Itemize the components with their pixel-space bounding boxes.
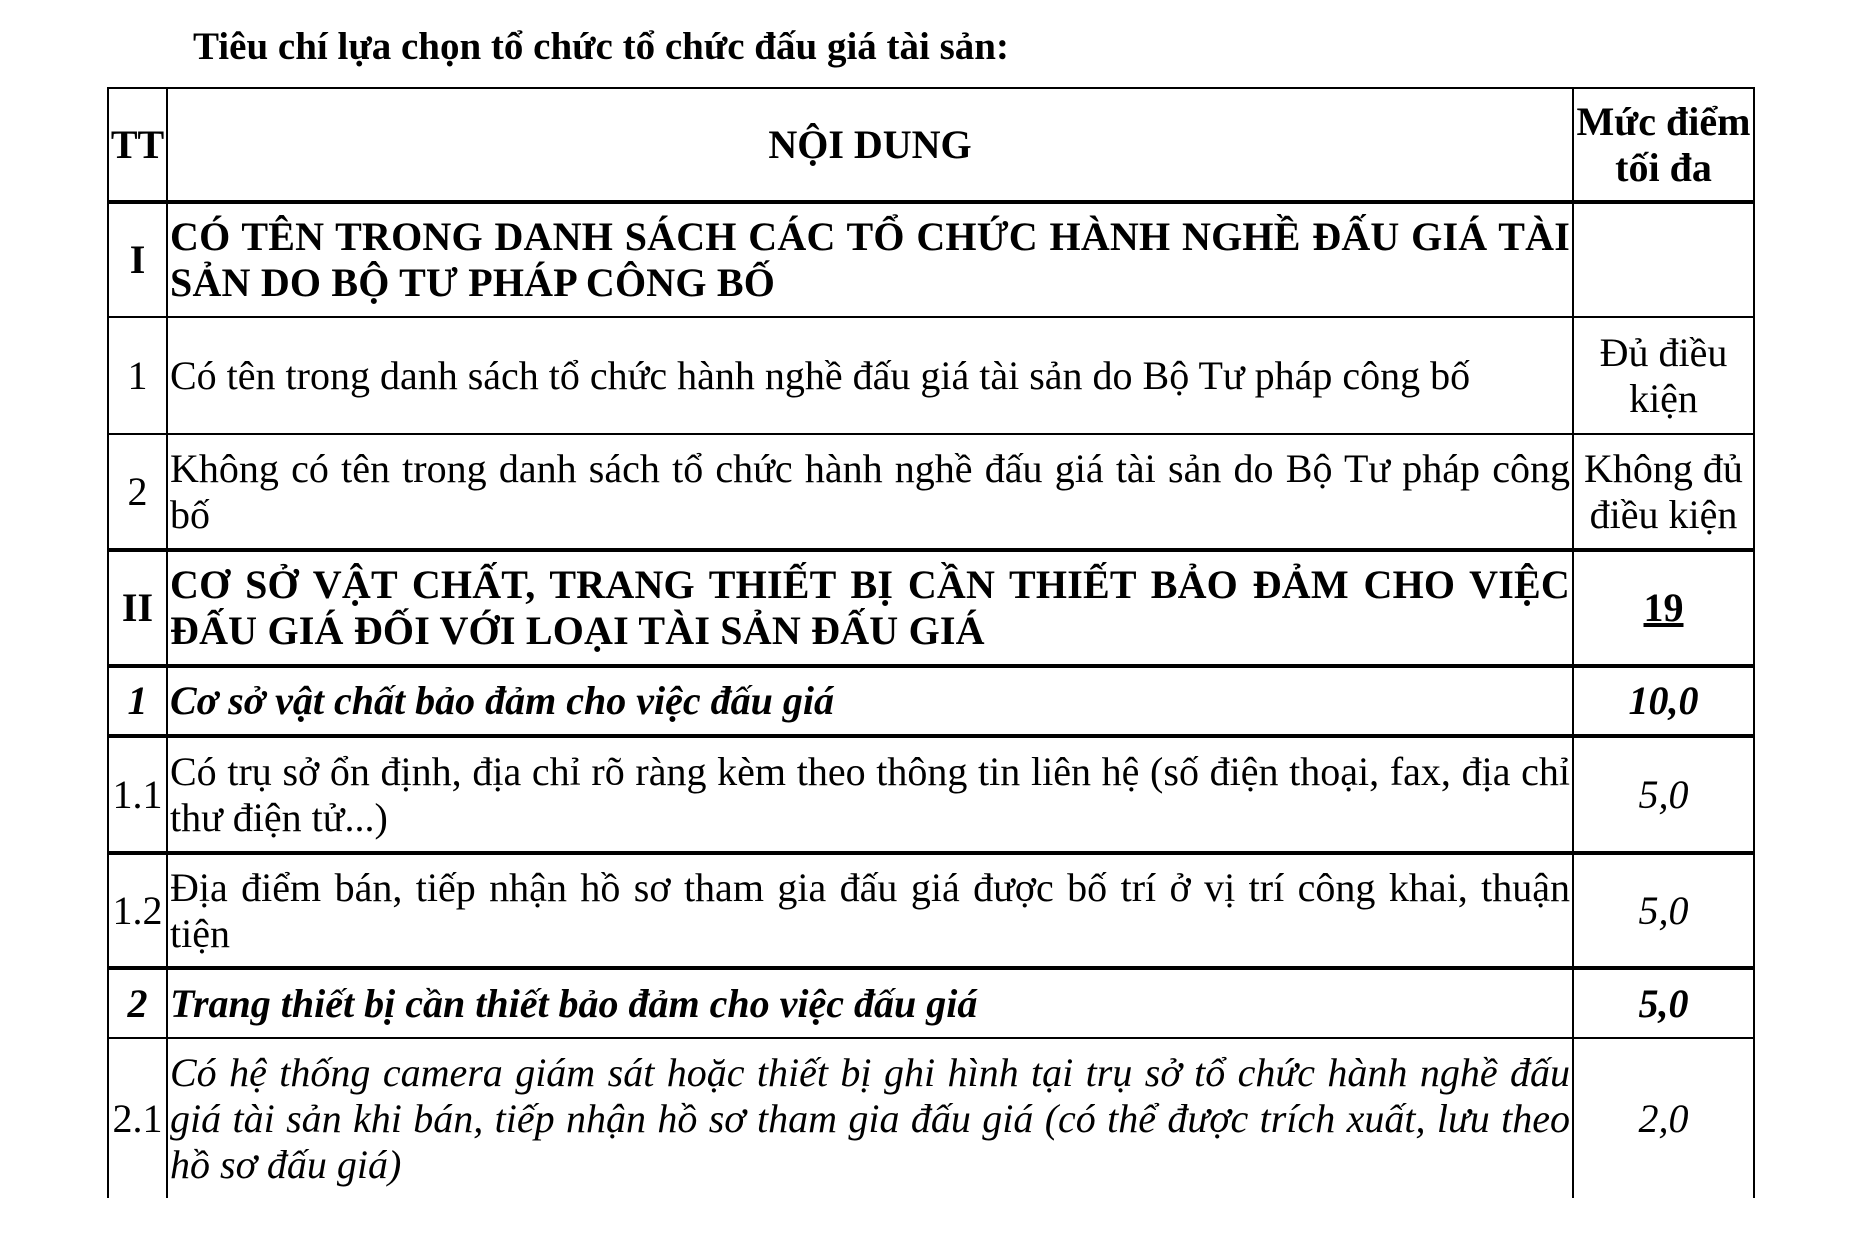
row-number: II (108, 550, 167, 666)
row-number: 1.2 (108, 853, 167, 968)
row-content: Có hệ thống camera giám sát hoặc thiết bị ghi hình tại trụ sở tổ chức hành nghề đấu giá tài sản khi bán, tiếp nhận hồ sơ tham gia đấu giá (có thể được trích xuất, lưu theo hồ sơ đấu giá) (167, 1038, 1573, 1198)
row-number: 2.1 (108, 1038, 167, 1198)
row-content: Có tên trong danh sách tổ chức hành nghề đấu giá tài sản do Bộ Tư pháp công bố (167, 317, 1573, 434)
table-row (108, 666, 1754, 736)
row-content: Không có tên trong danh sách tổ chức hành nghề đấu giá tài sản do Bộ Tư pháp công bố (167, 434, 1573, 550)
row-points: 5,0 (1573, 736, 1754, 853)
row-number: 1 (108, 317, 167, 434)
table-row (108, 550, 1754, 666)
row-number: 2 (108, 968, 167, 1038)
row-content: Có trụ sở ổn định, địa chỉ rõ ràng kèm theo thông tin liên hệ (số điện thoại, fax, địa chỉ thư điện tử...) (167, 736, 1573, 853)
row-number: 2 (108, 434, 167, 550)
row-points: Không đủ điều kiện (1573, 434, 1754, 550)
row-content: CƠ SỞ VẬT CHẤT, TRANG THIẾT BỊ CẦN THIẾT BẢO ĐẢM CHO VIỆC ĐẤU GIÁ ĐỐI VỚI LOẠI TÀI SẢN ĐẤU GIÁ (167, 550, 1573, 666)
table-header-row (108, 88, 1754, 202)
header-tt: TT (108, 88, 167, 202)
table-row (108, 1038, 1754, 1198)
row-points: 10,0 (1573, 666, 1754, 736)
table-row (108, 317, 1754, 434)
table-row (108, 968, 1754, 1038)
header-points: Mức điểm tối đa (1573, 88, 1754, 202)
row-content: Địa điểm bán, tiếp nhận hồ sơ tham gia đấu giá được bố trí ở vị trí công khai, thuận tiện (167, 853, 1573, 968)
criteria-table (107, 87, 1755, 1198)
row-points: 5,0 (1573, 853, 1754, 968)
header-content: NỘI DUNG (167, 88, 1573, 202)
row-points: 5,0 (1573, 968, 1754, 1038)
row-content: Cơ sở vật chất bảo đảm cho việc đấu giá (167, 666, 1573, 736)
row-points: 2,0 (1573, 1038, 1754, 1198)
row-points: Đủ điều kiện (1573, 317, 1754, 434)
table-row (108, 853, 1754, 968)
row-number: I (108, 202, 167, 317)
row-points (1573, 202, 1754, 317)
document-heading: Tiêu chí lựa chọn tổ chức tổ chức đấu giá tài sản: (193, 25, 1009, 68)
table-row (108, 736, 1754, 853)
row-content: CÓ TÊN TRONG DANH SÁCH CÁC TỔ CHỨC HÀNH NGHỀ ĐẤU GIÁ TÀI SẢN DO BỘ TƯ PHÁP CÔNG BỐ (167, 202, 1573, 317)
row-content: Trang thiết bị cần thiết bảo đảm cho việc đấu giá (167, 968, 1573, 1038)
row-number: 1.1 (108, 736, 167, 853)
table-row (108, 434, 1754, 550)
row-number: 1 (108, 666, 167, 736)
table-row (108, 202, 1754, 317)
row-points: 19 (1573, 550, 1754, 666)
